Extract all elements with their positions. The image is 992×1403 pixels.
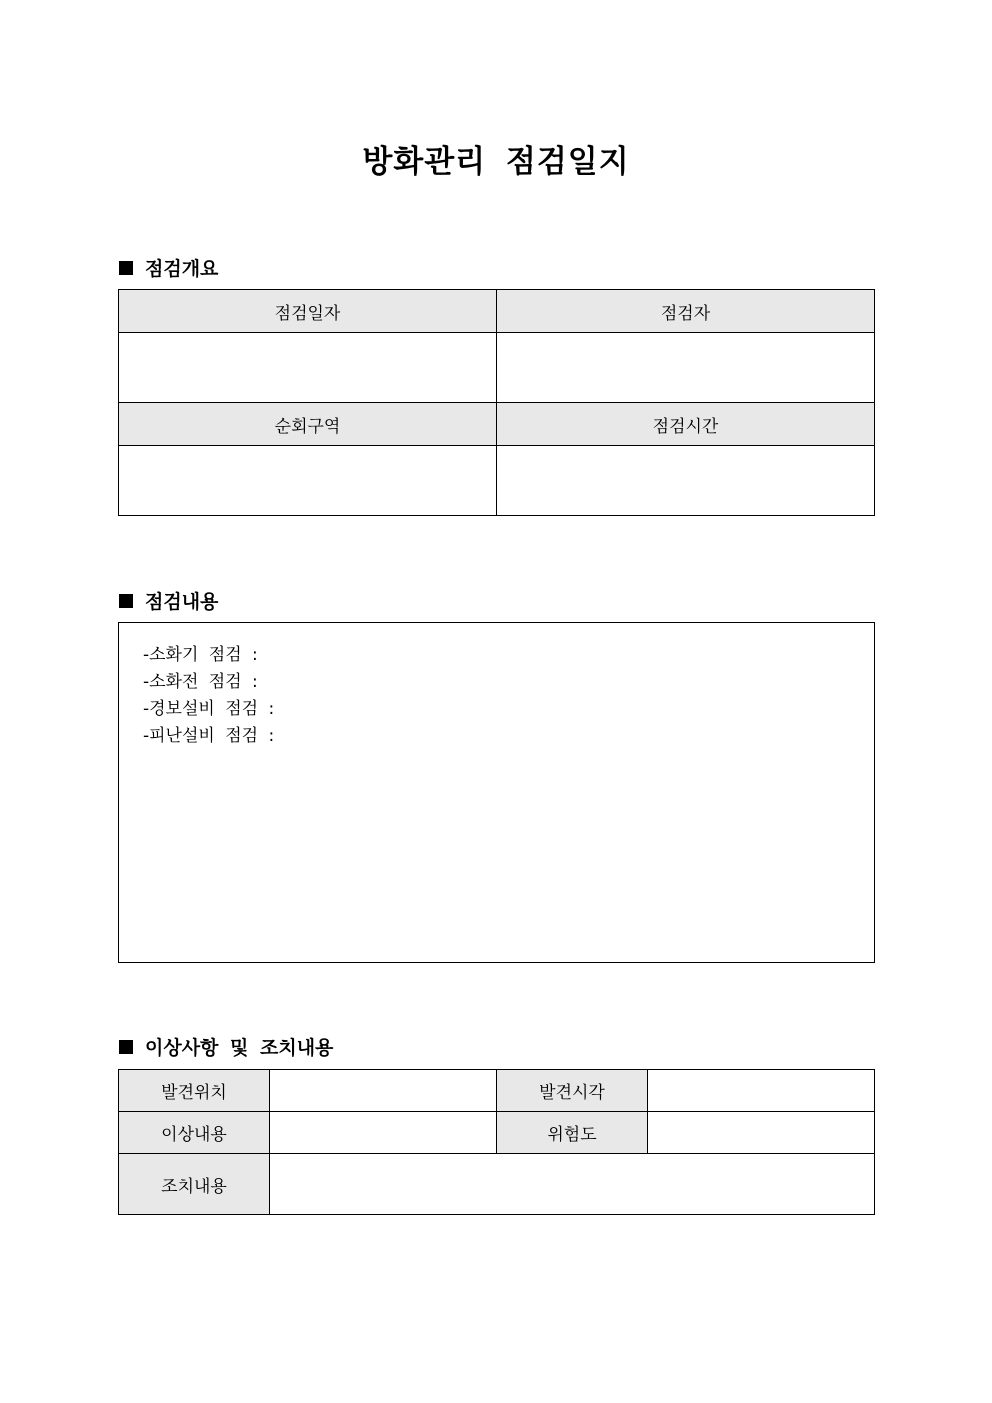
action-taken-label: 조치내용 <box>119 1154 270 1215</box>
content-line-evacuation: -피난설비 점검 : <box>143 726 275 746</box>
issues-heading <box>119 1033 333 1060</box>
inspector-label: 점검자 <box>497 290 875 333</box>
inspection-date-field[interactable] <box>119 333 497 403</box>
found-location-label: 발견위치 <box>119 1070 270 1112</box>
inspection-time-label: 점검시간 <box>497 403 875 446</box>
patrol-area-label: 순회구역 <box>119 403 497 446</box>
risk-level-field[interactable] <box>648 1112 875 1154</box>
content-line-hydrant: -소화전 점검 : <box>143 672 258 692</box>
found-location-field[interactable] <box>270 1070 497 1112</box>
overview-heading-label: 점검개요 <box>145 258 219 280</box>
inspection-date-label: 점검일자 <box>119 290 497 333</box>
square-bullet-icon <box>119 1040 133 1054</box>
found-time-label: 발견시각 <box>497 1070 648 1112</box>
issue-detail-label: 이상내용 <box>119 1112 270 1154</box>
patrol-area-field[interactable] <box>119 446 497 516</box>
issues-heading-label: 이상사항 및 조치내용 <box>145 1037 334 1059</box>
inspection-content-box[interactable] <box>118 622 875 963</box>
overview-table <box>118 289 875 516</box>
inspection-time-field[interactable] <box>497 446 875 516</box>
square-bullet-icon <box>119 261 133 275</box>
content-line-alarm: -경보설비 점검 : <box>143 699 275 719</box>
issue-detail-field[interactable] <box>270 1112 497 1154</box>
issues-table <box>118 1069 875 1215</box>
found-time-field[interactable] <box>648 1070 875 1112</box>
risk-level-label: 위험도 <box>497 1112 648 1154</box>
content-heading <box>119 587 218 614</box>
square-bullet-icon <box>119 594 133 608</box>
inspector-field[interactable] <box>497 333 875 403</box>
content-line-extinguisher: -소화기 점검 : <box>143 645 258 665</box>
page-title: 방화관리 점검일지 <box>362 144 630 180</box>
overview-heading <box>119 254 218 281</box>
content-heading-label: 점검내용 <box>145 591 219 613</box>
action-taken-field[interactable] <box>270 1154 875 1215</box>
inspection-content-list <box>143 642 274 750</box>
